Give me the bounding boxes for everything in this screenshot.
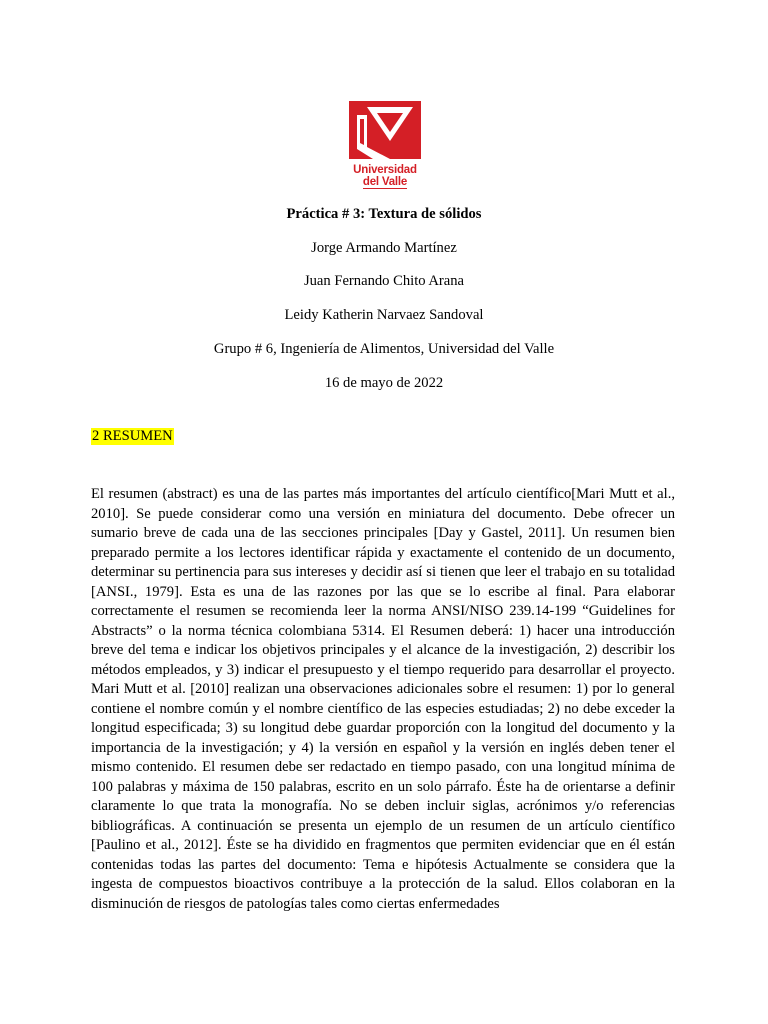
group-line: Grupo # 6, Ingeniería de Alimentos, Universidad del Valle xyxy=(213,341,555,357)
document-title: Práctica # 3: Textura de sólidos xyxy=(286,206,482,222)
section-heading: 2 RESUMEN xyxy=(92,428,173,444)
logo-text-line1: Universidad xyxy=(353,164,417,176)
university-logo xyxy=(347,101,423,191)
section-body: El resumen (abstract) es una de las partes más importantes del artículo científico[Mari Mutt et al., 2010]. Se puede considerar como una versión en miniatura del documento. Debe ofrecer un sumario breve de cada una de las secciones principales [Day y Gastel, 2011]. Un resumen bien preparado permite a los lectores identificar rápida y exactamente el contenido de un documento, determinar su pertinencia para sus intereses y decidir así si tienen que leer el trabajo en su totalidad [ANSI., 1979]. Esta es una de las razones por las que se lo escribe al final. Para elaborar correctamente el resumen se recomienda leer la norma ANSI/NISO 239.14-199 “Guidelines for Abstracts” o la norma técnica colombiana 5314. El Resumen deberá: 1) hacer una introducción breve del tema e indicar los objetivos principales y el alcance de la investigación, 2) describir los métodos empleados, y 3) indicar el presupuesto y el tiempo requerido para desarrollar el proyecto. Mari Mutt et al. [2010] realizan una observaciones adicionales sobre el resumen: 1) por lo general contiene el nombre común y el nombre científico de las especies estudiadas; 2) no debe exceder la longitud especificada; 3) su longitud debe guardar proporción con la longitud del documento y la importancia de la investigación; y 4) la versión en español y la versión en inglés deben tener el mismo contenido. El resumen debe ser redactado en tiempo pasado, con una longitud mínima de 100 palabras y máxima de 150 palabras, escrito en un solo párrafo. Éste ha de orientarse a definir claramente lo que trata la monografía. No se deben incluir siglas, acrónimos y/o referencias bibliográficas. A continuación se presenta un ejemplo de un resumen de un artículo científico [Paulino et al., 2012]. Éste se ha dividido en fragmentos que permiten evidenciar que en él están contenidas todas las partes del documento: Tema e hipótesis Actualmente se considera que la ingesta de compuestos bioactivos contribuye a la protección de la salud. Ellos colaboran en la disminución de riesgos de patologías tales como ciertas enfermedades xyxy=(91,486,675,912)
university-logo-mark xyxy=(347,101,423,163)
logo-text-line2: del Valle xyxy=(362,176,408,188)
author-2: Juan Fernando Chito Arana xyxy=(303,273,465,289)
date-line: 16 de mayo de 2022 xyxy=(324,375,444,391)
author-3: Leidy Katherin Narvaez Sandoval xyxy=(284,307,484,323)
author-1: Jorge Armando Martínez xyxy=(311,240,457,256)
